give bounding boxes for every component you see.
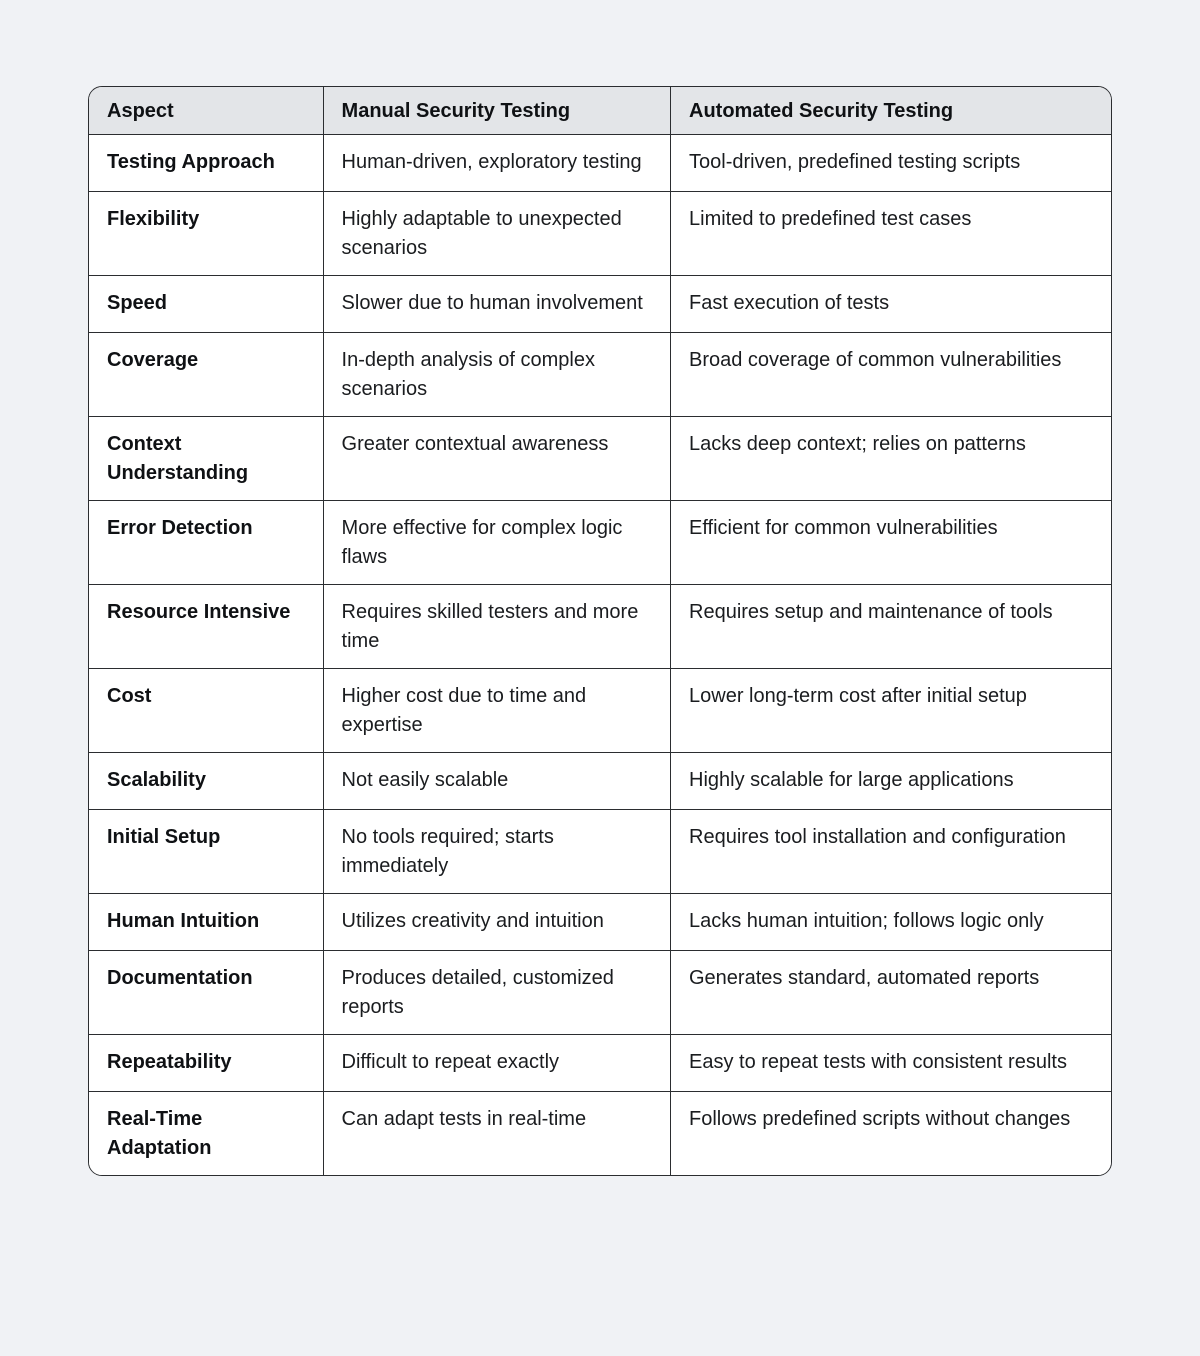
table-row	[89, 417, 1111, 501]
automated-cell: Broad coverage of common vulnerabilities	[671, 333, 1112, 417]
manual-cell: In-depth analysis of complex scenarios	[323, 333, 670, 417]
manual-cell: More effective for complex logic flaws	[323, 501, 670, 585]
header-row	[89, 87, 1111, 135]
aspect-cell: Error Detection	[89, 501, 323, 585]
aspect-cell: Repeatability	[89, 1035, 323, 1092]
table-row	[89, 810, 1111, 894]
automated-cell: Generates standard, automated reports	[671, 951, 1112, 1035]
manual-cell: Produces detailed, customized reports	[323, 951, 670, 1035]
table-row	[89, 501, 1111, 585]
aspect-cell: Human Intuition	[89, 894, 323, 951]
manual-cell: No tools required; starts immediately	[323, 810, 670, 894]
aspect-cell: Real-Time Adaptation	[89, 1092, 323, 1176]
automated-cell: Tool-driven, predefined testing scripts	[671, 135, 1112, 192]
table-row	[89, 135, 1111, 192]
automated-cell: Highly scalable for large applications	[671, 753, 1112, 810]
table-row	[89, 669, 1111, 753]
automated-cell: Lower long-term cost after initial setup	[671, 669, 1112, 753]
header-automated-security-testing: Automated Security Testing	[671, 87, 1112, 135]
manual-cell: Utilizes creativity and intuition	[323, 894, 670, 951]
manual-cell: Higher cost due to time and expertise	[323, 669, 670, 753]
header-manual-security-testing: Manual Security Testing	[323, 87, 670, 135]
security-testing-comparison-table	[89, 87, 1111, 1175]
table-row	[89, 276, 1111, 333]
aspect-cell: Flexibility	[89, 192, 323, 276]
manual-cell: Requires skilled testers and more time	[323, 585, 670, 669]
aspect-cell: Context Understanding	[89, 417, 323, 501]
table-body	[89, 135, 1111, 1176]
table-row	[89, 1035, 1111, 1092]
table-row	[89, 753, 1111, 810]
aspect-cell: Documentation	[89, 951, 323, 1035]
table-row	[89, 951, 1111, 1035]
manual-cell: Human-driven, exploratory testing	[323, 135, 670, 192]
automated-cell: Efficient for common vulnerabilities	[671, 501, 1112, 585]
manual-cell: Slower due to human involvement	[323, 276, 670, 333]
manual-cell: Can adapt tests in real-time	[323, 1092, 670, 1176]
automated-cell: Easy to repeat tests with consistent results	[671, 1035, 1112, 1092]
automated-cell: Fast execution of tests	[671, 276, 1112, 333]
table-row	[89, 585, 1111, 669]
table-row	[89, 894, 1111, 951]
automated-cell: Limited to predefined test cases	[671, 192, 1112, 276]
table-row	[89, 192, 1111, 276]
aspect-cell: Scalability	[89, 753, 323, 810]
automated-cell: Requires setup and maintenance of tools	[671, 585, 1112, 669]
automated-cell: Lacks deep context; relies on patterns	[671, 417, 1112, 501]
aspect-cell: Testing Approach	[89, 135, 323, 192]
header-aspect: Aspect	[89, 87, 323, 135]
aspect-cell: Resource Intensive	[89, 585, 323, 669]
aspect-cell: Speed	[89, 276, 323, 333]
manual-cell: Greater contextual awareness	[323, 417, 670, 501]
table-row	[89, 1092, 1111, 1176]
manual-cell: Highly adaptable to unexpected scenarios	[323, 192, 670, 276]
manual-cell: Not easily scalable	[323, 753, 670, 810]
automated-cell: Follows predefined scripts without changes	[671, 1092, 1112, 1176]
aspect-cell: Cost	[89, 669, 323, 753]
aspect-cell: Initial Setup	[89, 810, 323, 894]
manual-cell: Difficult to repeat exactly	[323, 1035, 670, 1092]
automated-cell: Lacks human intuition; follows logic only	[671, 894, 1112, 951]
aspect-cell: Coverage	[89, 333, 323, 417]
table-row	[89, 333, 1111, 417]
comparison-table-card	[88, 86, 1112, 1176]
automated-cell: Requires tool installation and configuration	[671, 810, 1112, 894]
